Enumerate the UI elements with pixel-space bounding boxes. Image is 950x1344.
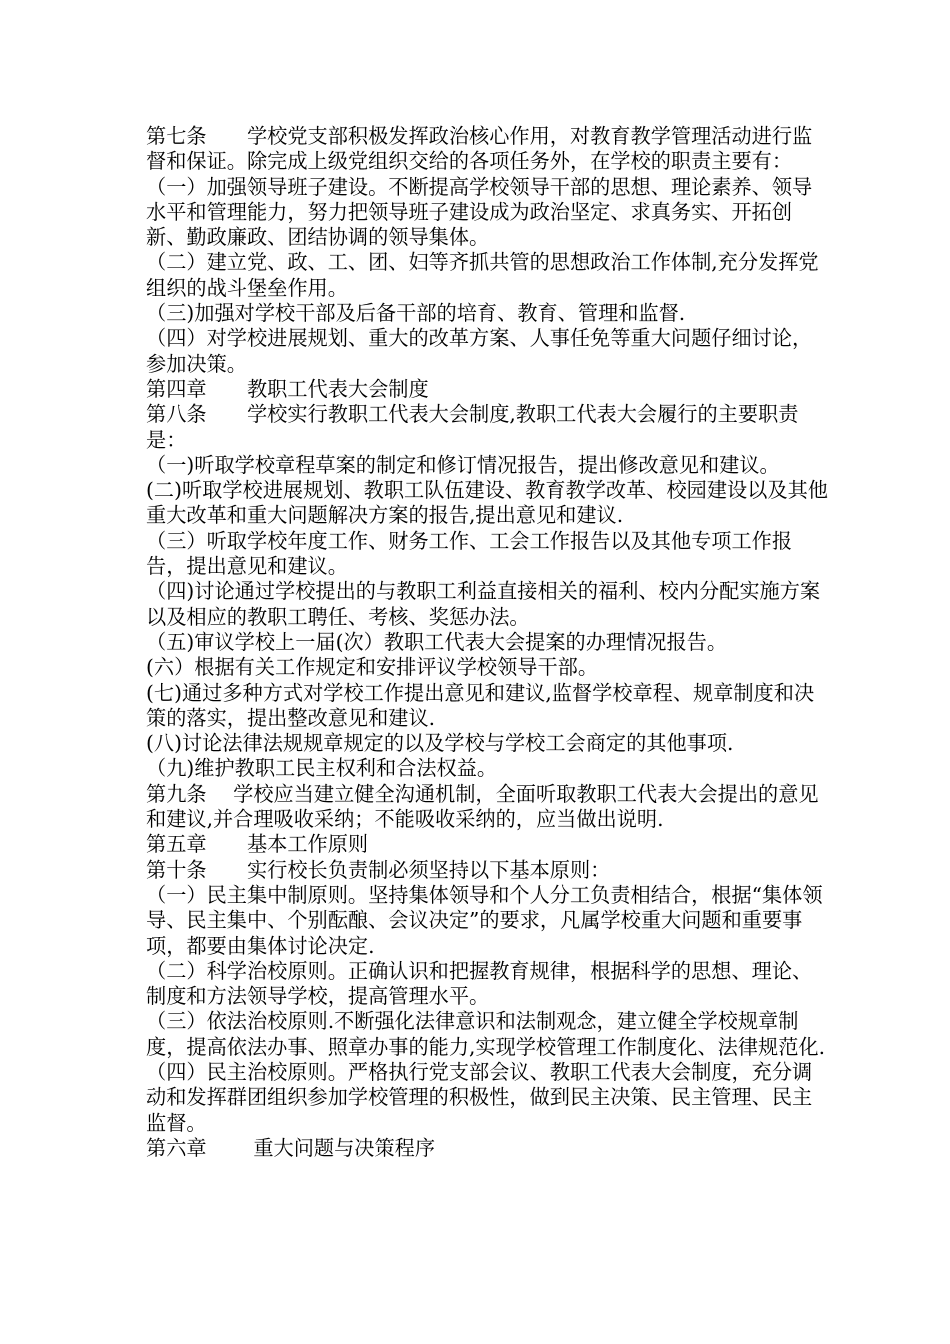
article-10-paragraph: 第十条 实行校长负责制必须坚持以下基本原则：: [146, 857, 611, 882]
article-8-item-1: （一)听取学校章程草案的制定和修订情况报告，提出修改意见和建议。: [146, 452, 780, 477]
article-8-item-3: （三）听取学校年度工作、财务工作、工会工作报告以及其他专项工作报告，提出意见和建议。: [146, 528, 793, 579]
article-8-paragraph: 第八条 学校实行教职工代表大会制度,教职工代表大会履行的主要职责是：: [146, 402, 799, 452]
chapter-5-heading: 第五章 基本工作原则: [146, 832, 369, 857]
article-7-item-3: （三)加强对学校干部及后备干部的培育、教育、管理和监督.: [146, 301, 686, 326]
article-9-paragraph: 第九条 学校应当建立健全沟通机制，全面听取教职工代表大会提出的意见和建议,并合理吸收采纳；不能吸收采纳的，应当做出说明.: [146, 781, 819, 832]
article-8-item-9: （九)维护教职工民主权利和合法权益。: [146, 756, 498, 781]
article-7-paragraph: 第七条 学校党支部积极发挥政治核心作用，对教育教学管理活动进行监督和保证。除完成上级党组织交给的各项任务外，在学校的职责主要有：: [146, 124, 813, 174]
article-8-item-6: (六）根据有关工作规定和安排评议学校领导干部。: [146, 655, 599, 680]
article-8-item-8: (八)讨论法律法规规章规定的以及学校与学校工会商定的其他事项.: [146, 731, 734, 756]
article-8-item-2: (二)听取学校进展规划、教职工队伍建设、教育教学改革、校园建设以及其他重大改革和重大问题解决方案的报告,提出意见和建议.: [146, 478, 828, 528]
article-10-item-4: （四）民主治校原则。严格执行党支部会议、教职工代表大会制度，充分调动和发挥群团组织参加学校管理的积极性，做到民主决策、民主管理、民主监督。: [146, 1059, 813, 1135]
article-7-item-4: （四）对学校进展规划、重大的改革方案、人事任免等重大问题仔细讨论，参加决策。: [146, 326, 813, 376]
article-8-item-5: （五)审议学校上一届(次）教职工代表大会提案的办理情况报告。: [146, 629, 728, 654]
article-10-item-3: （三）依法治校原则.不断强化法律意识和法制观念，建立健全学校规章制度，提高依法办事、照章办事的能力,实现学校管理工作制度化、法律规范化.: [146, 1009, 826, 1059]
article-8-item-4: （四)讨论通过学校提出的与教职工利益直接相关的福利、校内分配实施方案以及相应的教职工聘任、考核、奖惩办法。: [146, 579, 821, 629]
article-8-item-7: (七)通过多种方式对学校工作提出意见和建议,监督学校章程、规章制度和决策的落实，提出整改意见和建议.: [146, 680, 815, 730]
chapter-6-heading: 第六章 重大问题与决策程序: [146, 1135, 436, 1160]
article-7-item-2: （二）建立党、政、工、团、妇等齐抓共管的思想政治工作体制,充分发挥党组织的战斗堡垒作用。: [146, 250, 819, 300]
article-7-item-1: （一）加强领导班子建设。不断提高学校领导干部的思想、理论素养、领导水平和管理能力，努力把领导班子建设成为政治坚定、求真务实、开拓创新、勤政廉政、团结协调的领导集体。: [146, 174, 813, 250]
article-10-item-1: （一）民主集中制原则。坚持集体领导和个人分工负责相结合，根据“集体领导、民主集中、个别酝酿、会议决定”的要求，凡属学校重大问题和重要事项，都要由集体讨论决定.: [146, 882, 823, 958]
chapter-4-heading: 第四章 教职工代表大会制度: [146, 376, 429, 401]
article-10-item-2: （二）科学治校原则。正确认识和把握教育规律，根据科学的思想、理论、制度和方法领导学校，提高管理水平。: [146, 958, 813, 1009]
document-body: [146, 124, 830, 1161]
